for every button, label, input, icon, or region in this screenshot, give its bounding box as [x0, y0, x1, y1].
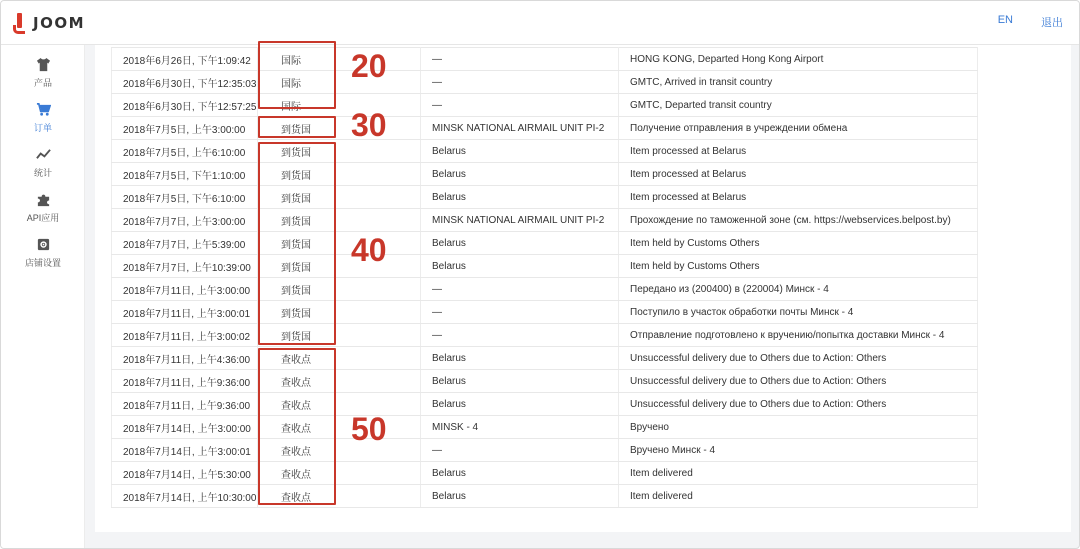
event-time: 2018年6月30日, 下午12:35:03 — [112, 71, 258, 94]
event-time: 2018年7月14日, 上午3:00:01 — [112, 439, 258, 462]
event-location: Belarus — [421, 347, 619, 370]
table-row — [112, 140, 978, 163]
event-description: Item held by Customs Others — [619, 232, 978, 255]
table-row — [112, 186, 978, 209]
event-description: Unsuccessful delivery due to Others due to Action: Others — [619, 393, 978, 416]
event-stage: 查收点 — [258, 347, 421, 370]
table-row — [112, 324, 978, 347]
table-row — [112, 209, 978, 232]
sidebar-item-label: 店铺设置 — [24, 257, 61, 268]
event-time: 2018年7月7日, 上午10:39:00 — [112, 255, 258, 278]
event-stage: 到货国 — [258, 163, 421, 186]
event-time: 2018年7月5日, 下午6:10:00 — [112, 186, 258, 209]
event-description: Отправление подготовлено к вручению/попытка доставки Минск - 4 — [619, 324, 978, 347]
logo-text: JOOM — [33, 14, 86, 32]
event-description: Item held by Customs Others — [619, 255, 978, 278]
event-time: 2018年7月11日, 上午9:36:00 — [112, 370, 258, 393]
event-time: 2018年7月11日, 上午3:00:01 — [112, 301, 258, 324]
event-location: MINSK NATIONAL AIRMAIL UNIT PI-2 — [421, 209, 619, 232]
event-time: 2018年7月7日, 上午3:00:00 — [112, 209, 258, 232]
sidebar-item-statistics[interactable] — [1, 140, 85, 185]
language-link[interactable]: EN — [997, 14, 1013, 26]
event-description: Item processed at Belarus — [619, 140, 978, 163]
shop-settings-icon — [35, 237, 51, 253]
table-row — [112, 71, 978, 94]
event-time: 2018年6月30日, 下午12:57:25 — [112, 94, 258, 117]
event-time: 2018年7月14日, 上午3:00:00 — [112, 416, 258, 439]
annotation-number-40: 40 — [351, 232, 387, 268]
sidebar — [1, 45, 85, 549]
event-stage: 到货国 — [258, 186, 421, 209]
event-description: Unsuccessful delivery due to Others due to Action: Others — [619, 370, 978, 393]
sidebar-item-label: 统计 — [33, 167, 52, 178]
event-location: — — [421, 324, 619, 347]
event-location: Belarus — [421, 186, 619, 209]
table-row — [112, 347, 978, 370]
event-time: 2018年7月14日, 上午5:30:00 — [112, 462, 258, 485]
table-row — [112, 485, 978, 508]
sidebar-item-orders[interactable] — [1, 95, 85, 140]
table-row — [112, 301, 978, 324]
logout-link[interactable]: 退出 — [1041, 17, 1063, 29]
event-time: 2018年7月7日, 上午5:39:00 — [112, 232, 258, 255]
sidebar-item-api-apps[interactable] — [1, 185, 85, 230]
sidebar-item-products[interactable] — [1, 50, 85, 95]
table-row — [112, 416, 978, 439]
event-time: 2018年7月11日, 上午4:36:00 — [112, 347, 258, 370]
main-content — [95, 45, 1071, 532]
annotation-number-30: 30 — [351, 107, 387, 143]
event-stage: 到货国 — [258, 209, 421, 232]
event-description: Прохождение по таможенной зоне (см. https://webservices.belpost.by) — [619, 209, 978, 232]
event-location: — — [421, 301, 619, 324]
event-location: MINSK - 4 — [421, 416, 619, 439]
event-location: Belarus — [421, 462, 619, 485]
event-stage: 到货国 — [258, 301, 421, 324]
event-time: 2018年7月11日, 上午3:00:00 — [112, 278, 258, 301]
table-row — [112, 439, 978, 462]
event-time: 2018年7月5日, 上午6:10:00 — [112, 140, 258, 163]
cart-icon — [35, 102, 51, 118]
event-stage: 到货国 — [258, 278, 421, 301]
event-stage: 查收点 — [258, 439, 421, 462]
event-description: Получение отправления в учреждении обмена — [619, 117, 978, 140]
event-location: Belarus — [421, 485, 619, 508]
table-row — [112, 117, 978, 140]
sidebar-item-label: 产品 — [33, 77, 52, 88]
table-row — [112, 255, 978, 278]
table-row — [112, 232, 978, 255]
sidebar-item-label: API应用 — [26, 212, 60, 223]
table-row — [112, 163, 978, 186]
chart-line-icon — [35, 147, 51, 163]
event-time: 2018年7月5日, 下午1:10:00 — [112, 163, 258, 186]
event-location: Belarus — [421, 370, 619, 393]
event-stage: 到货国 — [258, 255, 421, 278]
joom-logo[interactable] — [13, 13, 85, 33]
event-description: Item delivered — [619, 462, 978, 485]
annotation-number-50: 50 — [351, 411, 387, 447]
joom-logo-icon — [13, 13, 24, 33]
event-description: Unsuccessful delivery due to Others due to Action: Others — [619, 347, 978, 370]
puzzle-icon — [35, 192, 51, 208]
event-stage: 到货国 — [258, 324, 421, 347]
table-row — [112, 370, 978, 393]
event-location: — — [421, 48, 619, 71]
event-description: Передано из (200400) в (220004) Минск - 4 — [619, 278, 978, 301]
event-stage: 到货国 — [258, 140, 421, 163]
top-bar — [1, 1, 1080, 45]
event-description: Вручено Минск - 4 — [619, 439, 978, 462]
event-description: Поступило в участок обработки почты Минск - 4 — [619, 301, 978, 324]
event-time: 2018年6月26日, 下午1:09:42 — [112, 48, 258, 71]
tshirt-icon — [35, 57, 51, 73]
table-row — [112, 462, 978, 485]
event-location: — — [421, 278, 619, 301]
event-description: HONG KONG, Departed Hong Kong Airport — [619, 48, 978, 71]
event-time: 2018年7月14日, 上午10:30:00 — [112, 485, 258, 508]
event-location: Belarus — [421, 255, 619, 278]
event-description: Item processed at Belarus — [619, 186, 978, 209]
event-description: Item delivered — [619, 485, 978, 508]
sidebar-item-label: 订单 — [33, 122, 52, 133]
table-row — [112, 94, 978, 117]
event-stage: 查收点 — [258, 416, 421, 439]
tracking-table — [111, 47, 978, 508]
event-time: 2018年7月5日, 上午3:00:00 — [112, 117, 258, 140]
event-stage: 到货国 — [258, 117, 421, 140]
event-stage: 国际 — [258, 48, 421, 71]
event-stage: 查收点 — [258, 370, 421, 393]
event-time: 2018年7月11日, 上午9:36:00 — [112, 393, 258, 416]
event-time: 2018年7月11日, 上午3:00:02 — [112, 324, 258, 347]
event-location: — — [421, 439, 619, 462]
event-stage: 查收点 — [258, 393, 421, 416]
event-description: GMTC, Departed transit country — [619, 94, 978, 117]
event-stage: 国际 — [258, 94, 421, 117]
event-location: — — [421, 94, 619, 117]
event-stage: 查收点 — [258, 485, 421, 508]
table-row — [112, 278, 978, 301]
event-location: MINSK NATIONAL AIRMAIL UNIT PI-2 — [421, 117, 619, 140]
event-description: GMTC, Arrived in transit country — [619, 71, 978, 94]
event-location: Belarus — [421, 232, 619, 255]
table-row — [112, 48, 978, 71]
sidebar-item-shop-settings[interactable] — [1, 230, 85, 275]
event-location: Belarus — [421, 140, 619, 163]
event-location: Belarus — [421, 163, 619, 186]
event-description: Вручено — [619, 416, 978, 439]
top-links — [998, 14, 1063, 30]
event-location: — — [421, 71, 619, 94]
event-stage: 到货国 — [258, 232, 421, 255]
event-stage: 国际 — [258, 71, 421, 94]
annotation-number-20: 20 — [351, 48, 387, 84]
event-description: Item processed at Belarus — [619, 163, 978, 186]
table-row — [112, 393, 978, 416]
event-location: Belarus — [421, 393, 619, 416]
event-stage: 查收点 — [258, 462, 421, 485]
